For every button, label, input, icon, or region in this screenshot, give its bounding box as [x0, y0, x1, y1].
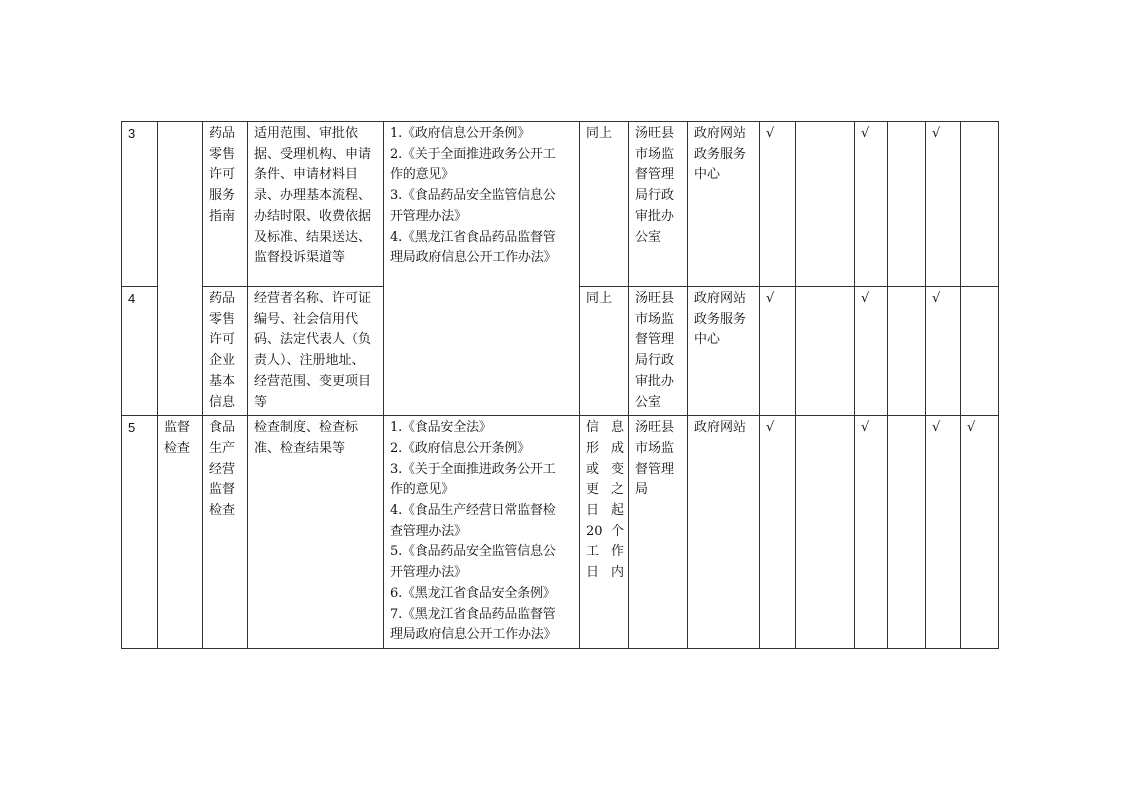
table-row: [122, 416, 999, 649]
row-number: 3: [122, 122, 158, 287]
item-line: 企业: [209, 353, 236, 369]
content-cell: [248, 416, 384, 649]
subject-line: 汤旺县: [635, 420, 675, 436]
disclosure-table: [121, 121, 999, 649]
basis-line: 开管理办法》: [390, 565, 467, 581]
basis-line: 4.《食品生产经营日常监督检: [390, 503, 556, 519]
check-mark-cell: √: [855, 416, 888, 649]
basis-line: 5.《食品药品安全监管信息公: [390, 544, 556, 560]
channel-line: 中心: [694, 167, 721, 183]
subject-line: 市场监: [635, 146, 675, 162]
channel-line: 中心: [694, 332, 721, 348]
content-line: 及标准、结果送达、: [254, 229, 372, 245]
basis-line: 2.《政府信息公开条例》: [390, 440, 531, 456]
check-mark-cell: [796, 122, 855, 287]
item-line: 药品: [209, 291, 236, 306]
content-line: 适用范围、审批依: [254, 126, 359, 141]
channel-line: 政府网站: [694, 126, 747, 141]
item-line: 许可: [209, 167, 236, 183]
time-line: 同上: [586, 291, 613, 306]
item-line: 零售: [209, 311, 236, 327]
category-line: 检查: [164, 440, 191, 456]
content-line: 经营范围、变更项目: [254, 373, 372, 389]
category-line: 监督: [164, 420, 191, 436]
check-mark-cell: [796, 416, 855, 649]
basis-line: 作的意见》: [390, 167, 455, 183]
check-mark-cell: [888, 122, 926, 287]
subject-cell: [629, 122, 688, 287]
subject-line: 市场监: [635, 311, 675, 327]
subject-line: 市场监: [635, 440, 675, 456]
subject-line: 审批办: [635, 373, 675, 389]
basis-line: 1.《政府信息公开条例》: [390, 126, 531, 141]
item-line: 服务: [209, 188, 236, 204]
channel-line: 政务服务: [694, 146, 747, 162]
time-line: 日起: [586, 503, 624, 519]
category-cell: [158, 122, 203, 416]
content-line: 编号、社会信用代: [254, 311, 359, 327]
row-number: 5: [122, 416, 158, 649]
item-line: 食品: [209, 420, 236, 436]
item-line: 指南: [209, 208, 236, 224]
item-cell: [203, 287, 248, 416]
item-line: 生产: [209, 440, 236, 456]
subject-line: 审批办: [635, 208, 675, 224]
content-cell: [248, 287, 384, 416]
item-line: 零售: [209, 146, 236, 162]
item-line: 监督: [209, 482, 236, 498]
basis-line: 3.《食品药品安全监管信息公: [390, 188, 556, 204]
time-line: 日内: [586, 565, 624, 581]
basis-line: 理局政府信息公开工作办法》: [390, 627, 557, 643]
basis-cell: [384, 122, 580, 416]
subject-line: 公室: [635, 394, 662, 410]
basis-line: 3.《关于全面推进政务公开工: [390, 461, 556, 477]
time-line: 或变: [586, 461, 624, 477]
time-line: 形成: [586, 440, 624, 456]
basis-cell: [384, 416, 580, 649]
subject-line: 局行政: [635, 188, 675, 204]
basis-line: 4.《黑龙江省食品药品监督管: [390, 229, 556, 245]
row-number: 4: [122, 287, 158, 416]
time-limit-cell: [580, 416, 629, 649]
basis-line: 1.《食品安全法》: [390, 420, 492, 436]
check-mark-cell: √: [926, 287, 961, 416]
subject-line: 督管理: [635, 167, 675, 183]
subject-cell: [629, 416, 688, 649]
content-cell: [248, 122, 384, 287]
check-mark-cell: √: [961, 416, 999, 649]
item-line: 基本: [209, 373, 236, 389]
check-mark-cell: √: [760, 416, 796, 649]
content-line: 办结时限、收费依据: [254, 208, 372, 224]
subject-line: 局行政: [635, 353, 675, 369]
check-mark-cell: √: [760, 122, 796, 287]
time-line: 工作: [586, 544, 624, 560]
time-line: 同上: [586, 126, 613, 141]
subject-line: 督管理: [635, 461, 675, 477]
check-mark-cell: √: [855, 287, 888, 416]
time-line: 20个: [586, 523, 624, 539]
check-mark-cell: √: [855, 122, 888, 287]
channel-cell: [688, 122, 760, 287]
subject-line: 局: [635, 482, 649, 498]
check-mark-cell: √: [926, 122, 961, 287]
content-line: 据、受理机构、申请: [254, 146, 372, 162]
content-line: 等: [254, 394, 268, 410]
table-row: [122, 122, 999, 287]
content-line: 条件、申请材料目: [254, 167, 359, 183]
check-mark-cell: [888, 416, 926, 649]
item-cell: [203, 122, 248, 287]
item-line: 信息: [209, 394, 236, 410]
basis-line: 作的意见》: [390, 482, 455, 498]
channel-line: 政府网站: [694, 420, 747, 436]
subject-line: 汤旺县: [635, 126, 675, 141]
item-line: 药品: [209, 126, 236, 141]
subject-cell: [629, 287, 688, 416]
time-limit-cell: [580, 122, 629, 287]
check-mark-cell: [796, 287, 855, 416]
check-mark-cell: [961, 122, 999, 287]
content-line: 责人）、注册地址、: [254, 353, 365, 369]
item-line: 许可: [209, 332, 236, 348]
basis-line: 7.《黑龙江省食品药品监督管: [390, 606, 556, 622]
item-cell: [203, 416, 248, 649]
category-cell: [158, 416, 203, 649]
check-mark-cell: [888, 287, 926, 416]
check-mark-cell: √: [926, 416, 961, 649]
channel-line: 政务服务: [694, 311, 747, 327]
subject-line: 汤旺县: [635, 291, 675, 306]
item-line: 经营: [209, 461, 236, 477]
subject-line: 督管理: [635, 332, 675, 348]
time-line: 更之: [586, 482, 624, 498]
channel-cell: [688, 416, 760, 649]
basis-line: 理局政府信息公开工作办法》: [390, 250, 557, 266]
content-line: 监督投诉渠道等: [254, 250, 346, 266]
check-mark-cell: √: [760, 287, 796, 416]
basis-line: 6.《黑龙江省食品安全条例》: [390, 585, 556, 601]
check-mark-cell: [961, 287, 999, 416]
item-line: 检查: [209, 503, 236, 519]
time-line: 信息: [586, 420, 624, 436]
content-line: 录、办理基本流程、: [254, 188, 372, 204]
basis-line: 开管理办法》: [390, 208, 467, 224]
time-limit-cell: [580, 287, 629, 416]
content-line: 检查制度、检查标: [254, 420, 359, 436]
basis-line: 2.《关于全面推进政务公开工: [390, 146, 556, 162]
basis-line: 查管理办法》: [390, 523, 467, 539]
content-line: 码、法定代表人（负: [254, 332, 372, 348]
subject-line: 公室: [635, 229, 662, 245]
content-line: 准、检查结果等: [254, 440, 346, 456]
content-line: 经营者名称、许可证: [254, 291, 372, 306]
channel-cell: [688, 287, 760, 416]
channel-line: 政府网站: [694, 291, 747, 306]
